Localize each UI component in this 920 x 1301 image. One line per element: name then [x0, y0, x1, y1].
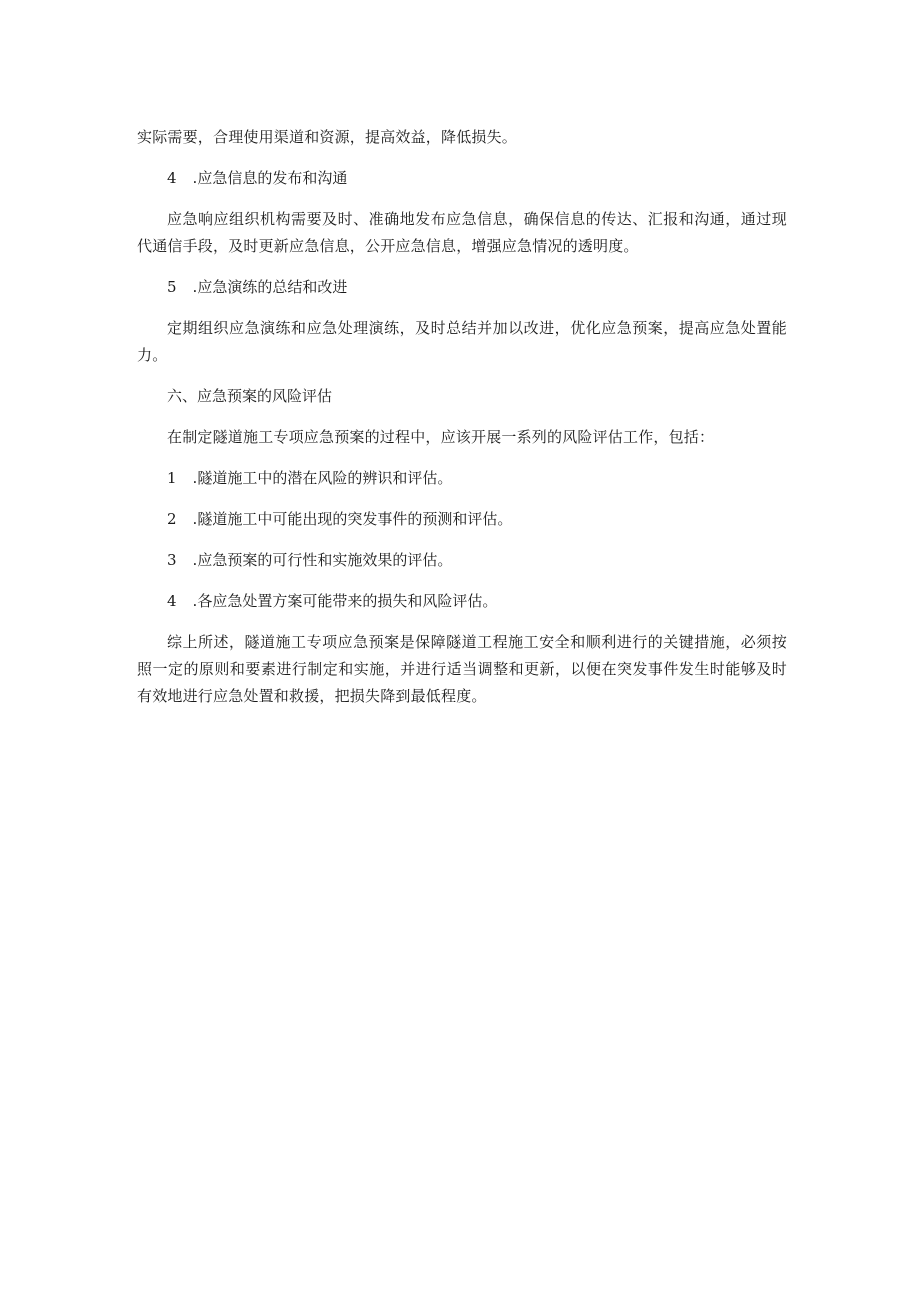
list-text: 隧道施工中可能出现的突发事件的预测和评估。	[197, 510, 513, 528]
list-number: 4	[167, 592, 177, 610]
list-number: 3	[167, 551, 177, 569]
list-text: 隧道施工中的潜在风险的辨识和评估。	[197, 469, 453, 487]
list-item-4-loss-assessment	[137, 588, 787, 615]
list-separator: .	[192, 551, 198, 569]
list-separator: .	[192, 169, 198, 187]
list-separator: .	[192, 592, 198, 610]
list-separator: .	[192, 510, 198, 528]
list-text: 各应急处置方案可能带来的损失和风险评估。	[197, 592, 498, 610]
list-item-2-event-prediction	[137, 506, 787, 533]
list-separator: .	[192, 469, 198, 487]
document-body	[137, 124, 787, 724]
list-number: 2	[167, 510, 177, 528]
list-text: 应急预案的可行性和实施效果的评估。	[197, 551, 453, 569]
paragraph-drill-summary: 定期组织应急演练和应急处理演练，及时总结并加以改进，优化应急预案，提高应急处置能力。	[137, 319, 787, 364]
list-number: 1	[167, 469, 177, 487]
list-number: 5	[167, 278, 177, 296]
list-item-4-info-release	[137, 165, 787, 192]
list-item-5-drill-summary	[137, 274, 787, 301]
paragraph-conclusion: 综上所述，隧道施工专项应急预案是保障隧道工程施工安全和顺利进行的关键措施，必须按照一定的原则和要素进行制定和实施，并进行适当调整和更新，以便在突发事件发生时能够及时有效地进行应急处置和救援，把损失降到最低程度。	[137, 633, 787, 705]
list-number: 4	[167, 169, 177, 187]
list-separator: .	[192, 278, 198, 296]
list-item-1-risk-identification	[137, 465, 787, 492]
paragraph-risk-intro: 在制定隧道施工专项应急预案的过程中，应该开展一系列的风险评估工作，包括：	[167, 428, 715, 446]
section-heading-risk-assessment	[137, 383, 787, 410]
heading-text: 六、应急预案的风险评估	[167, 387, 333, 405]
list-text: 应急信息的发布和沟通	[197, 169, 348, 187]
list-item-3-feasibility	[137, 547, 787, 574]
paragraph-continuation: 实际需要，合理使用渠道和资源，提高效益，降低损失。	[137, 128, 518, 146]
list-text: 应急演练的总结和改进	[197, 278, 348, 296]
paragraph-info-release: 应急响应组织机构需要及时、准确地发布应急信息，确保信息的传达、汇报和沟通，通过现代通信手段，及时更新应急信息，公开应急信息，增强应急情况的透明度。	[137, 210, 787, 255]
